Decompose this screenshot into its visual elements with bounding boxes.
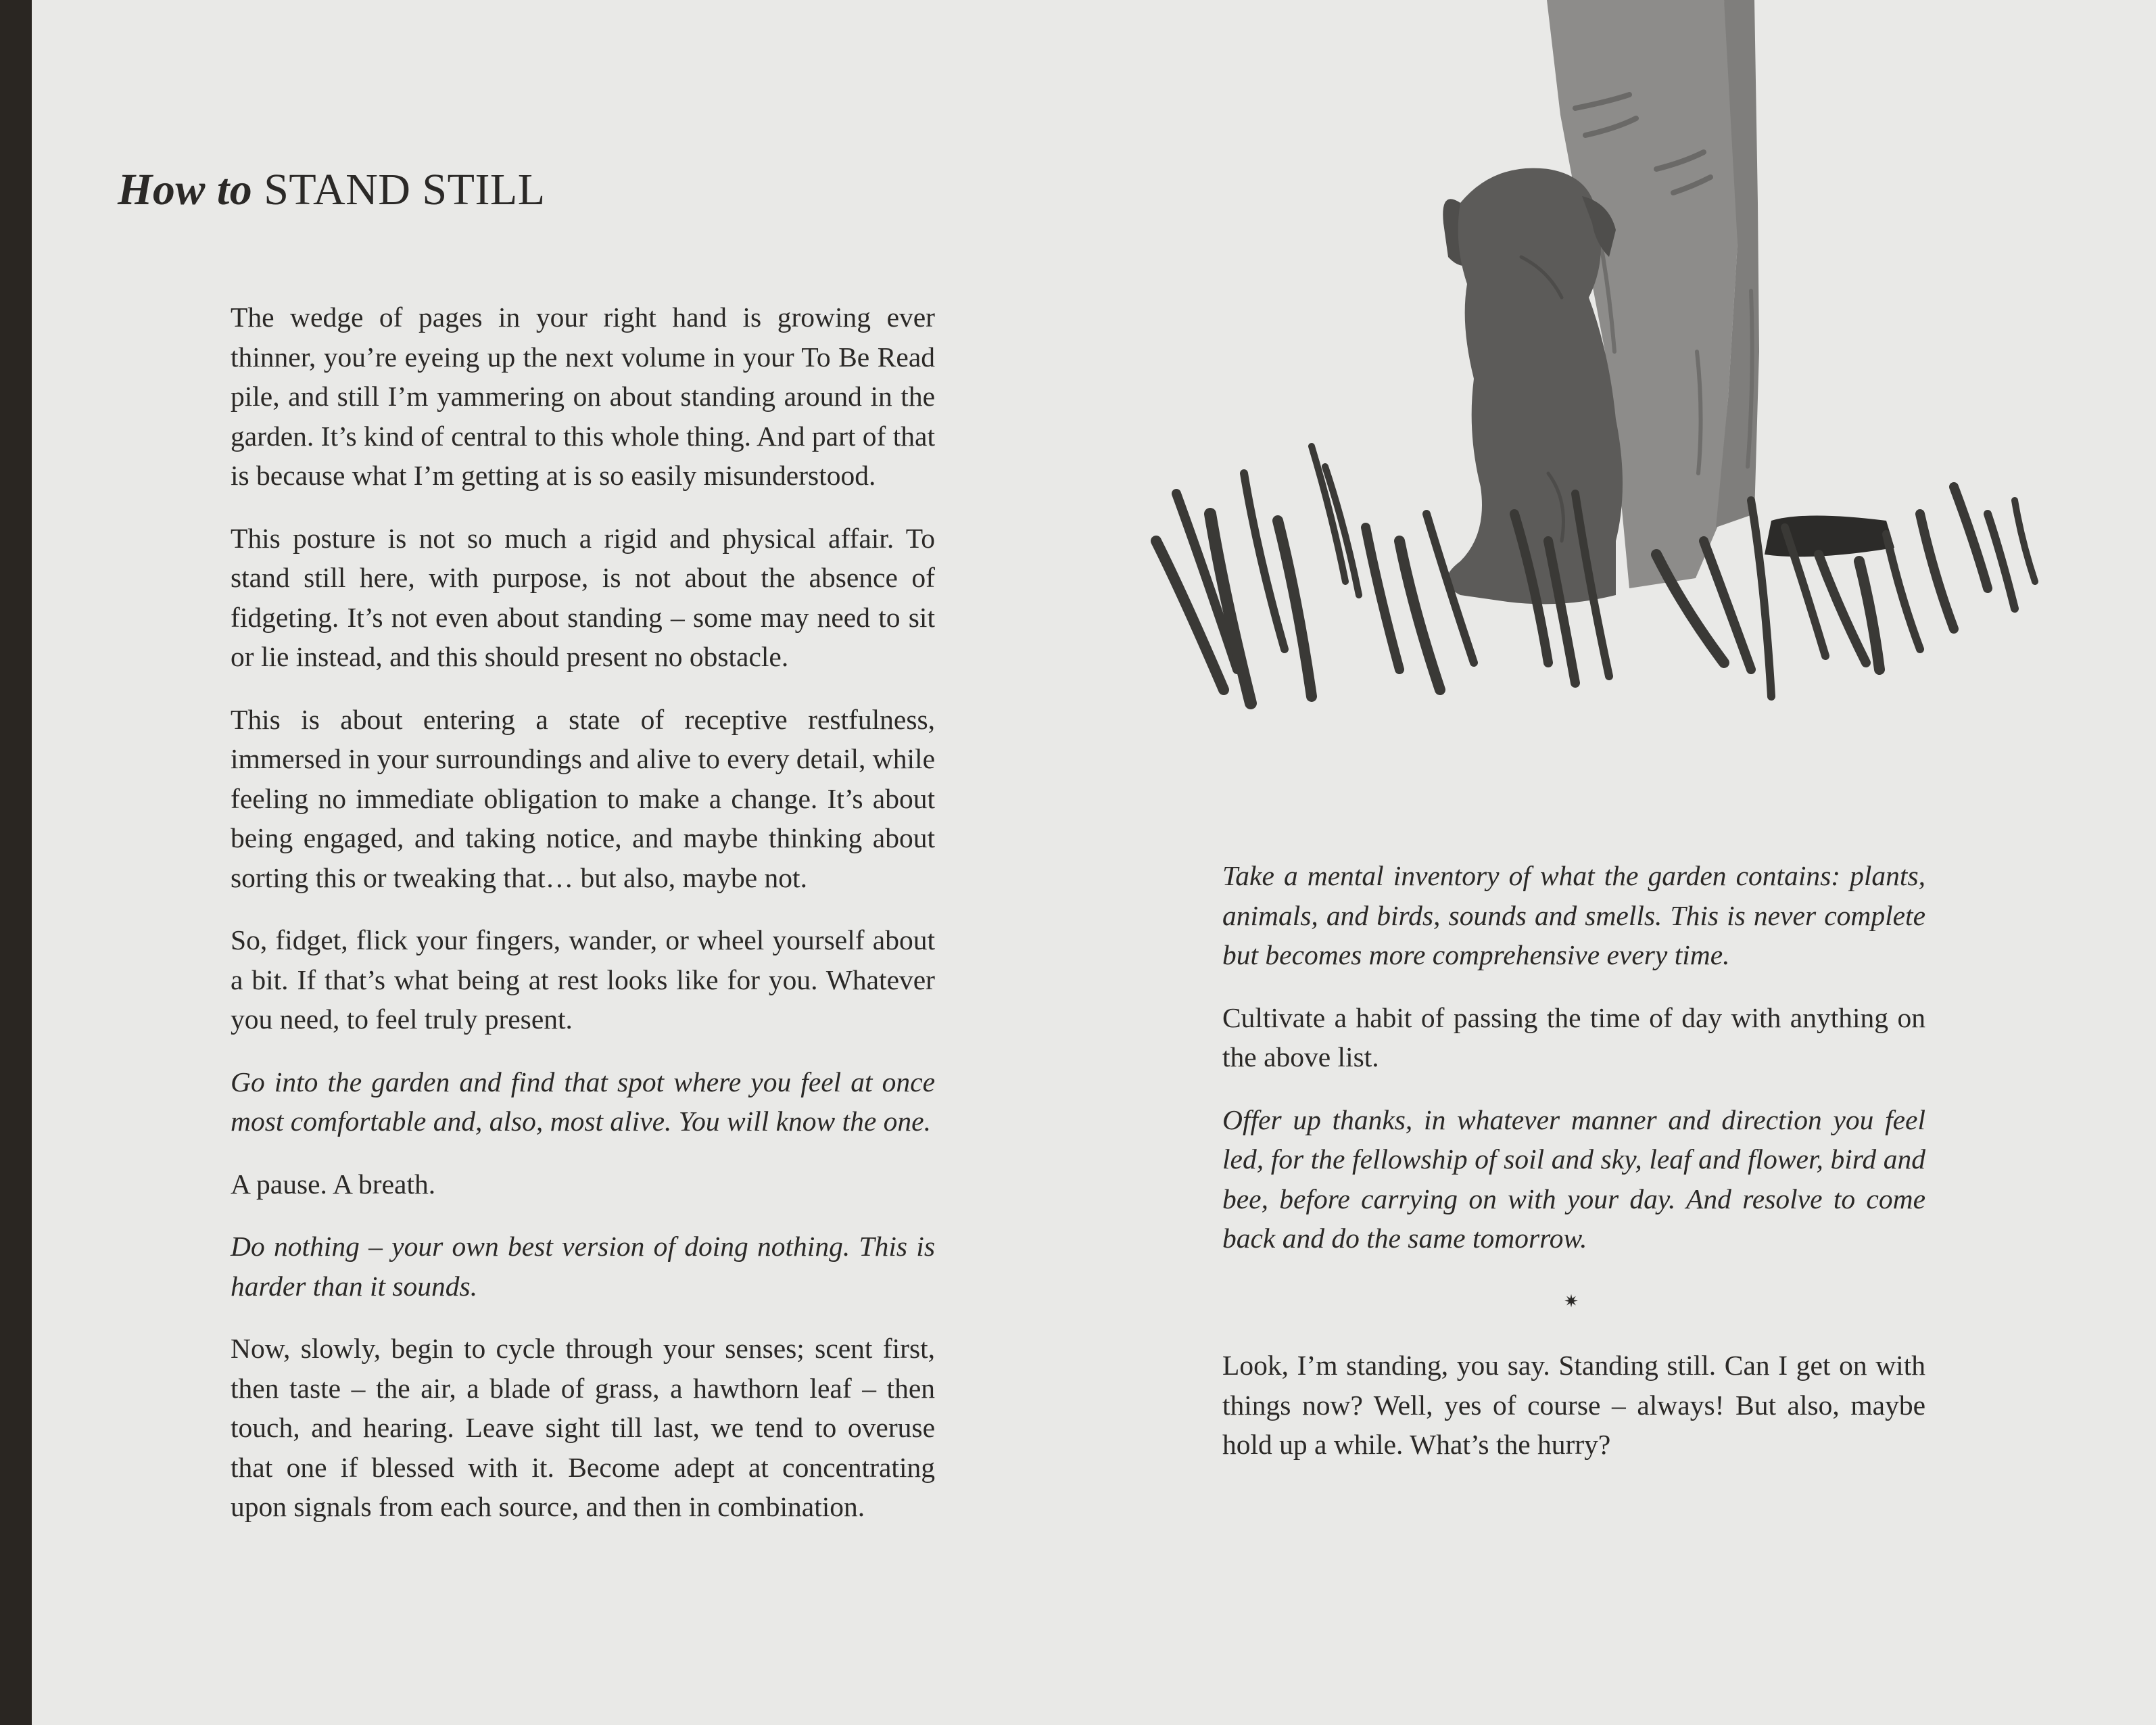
closing-paragraph: Look, I’m standing, you say. Standing still. Can I get on with things now? Well, yes of course – always! But also, maybe hold up a while. What’s the hurry?: [1222, 1350, 1925, 1460]
paragraph: This posture is not so much a rigid and physical affair. To stand still here, with purpose, is not about the absence of fidgeting. It’s not even about standing – some may need to sit or lie instead, and this should present no obstacle.: [231, 522, 935, 672]
paragraph: So, fidget, flick your fingers, wander, or wheel yourself about a bit. If that’s what being at rest looks like for you. Whatever you need, to feel truly present.: [231, 924, 935, 1035]
section-divider-star: ✷: [1564, 1292, 1579, 1311]
title-main: STAND STILL: [264, 165, 546, 214]
instruction-paragraph: Go into the garden and find that spot where you feel at once most comfortable and, also, most alive. You will know the one.: [231, 1066, 935, 1137]
paragraph: This is about entering a state of receptive restfulness, immersed in your surroundings and alive to every detail, while feeling no immediate obligation to make a change. It’s about being engaged, and taking notice, and maybe thinking about sorting this or tweaking that… but also, maybe not.: [231, 703, 935, 893]
title-lead: How to: [118, 165, 253, 214]
book-spine: [0, 0, 32, 1725]
page-title: [118, 165, 546, 214]
paragraph: A pause. A breath.: [231, 1168, 436, 1200]
right-column: [1222, 856, 1925, 1258]
closing-column: [1222, 1346, 1925, 1465]
dog-and-person-illustration: [1143, 0, 2089, 717]
paragraph: Cultivate a habit of passing the time of day with anything on the above list.: [1222, 1001, 1925, 1072]
instruction-paragraph: Offer up thanks, in whatever manner and direction you feel led, for the fellowship of soil and sky, leaf and flower, bird and bee, before carrying on with your day. And resolve to come back and do the same tomorrow.: [1222, 1104, 1925, 1254]
paragraph: Now, slowly, begin to cycle through your senses; scent first, then taste – the air, a blade of grass, a hawthorn leaf – then touch, and hearing. Leave sight till last, we tend to overuse that one if blessed with it. Become adept at concentrating upon signals from each source, and then in combination.: [231, 1333, 935, 1522]
instruction-paragraph: Take a mental inventory of what the garden contains: plants, animals, and birds, sounds and smells. This is never complete but becomes more comprehensive every time.: [1222, 860, 1925, 970]
paragraph: The wedge of pages in your right hand is growing ever thinner, you’re eyeing up the next volume in your To Be Read pile, and still I’m yammering on about standing around in the garden. It’s kind of central to this whole thing. And part of that is because what I’m getting at is so easily misunderstood.: [231, 302, 935, 491]
instruction-paragraph: Do nothing – your own best version of doing nothing. This is harder than it sounds.: [231, 1231, 935, 1302]
dog-illustration: [1443, 168, 1623, 605]
left-column: [231, 298, 935, 1527]
